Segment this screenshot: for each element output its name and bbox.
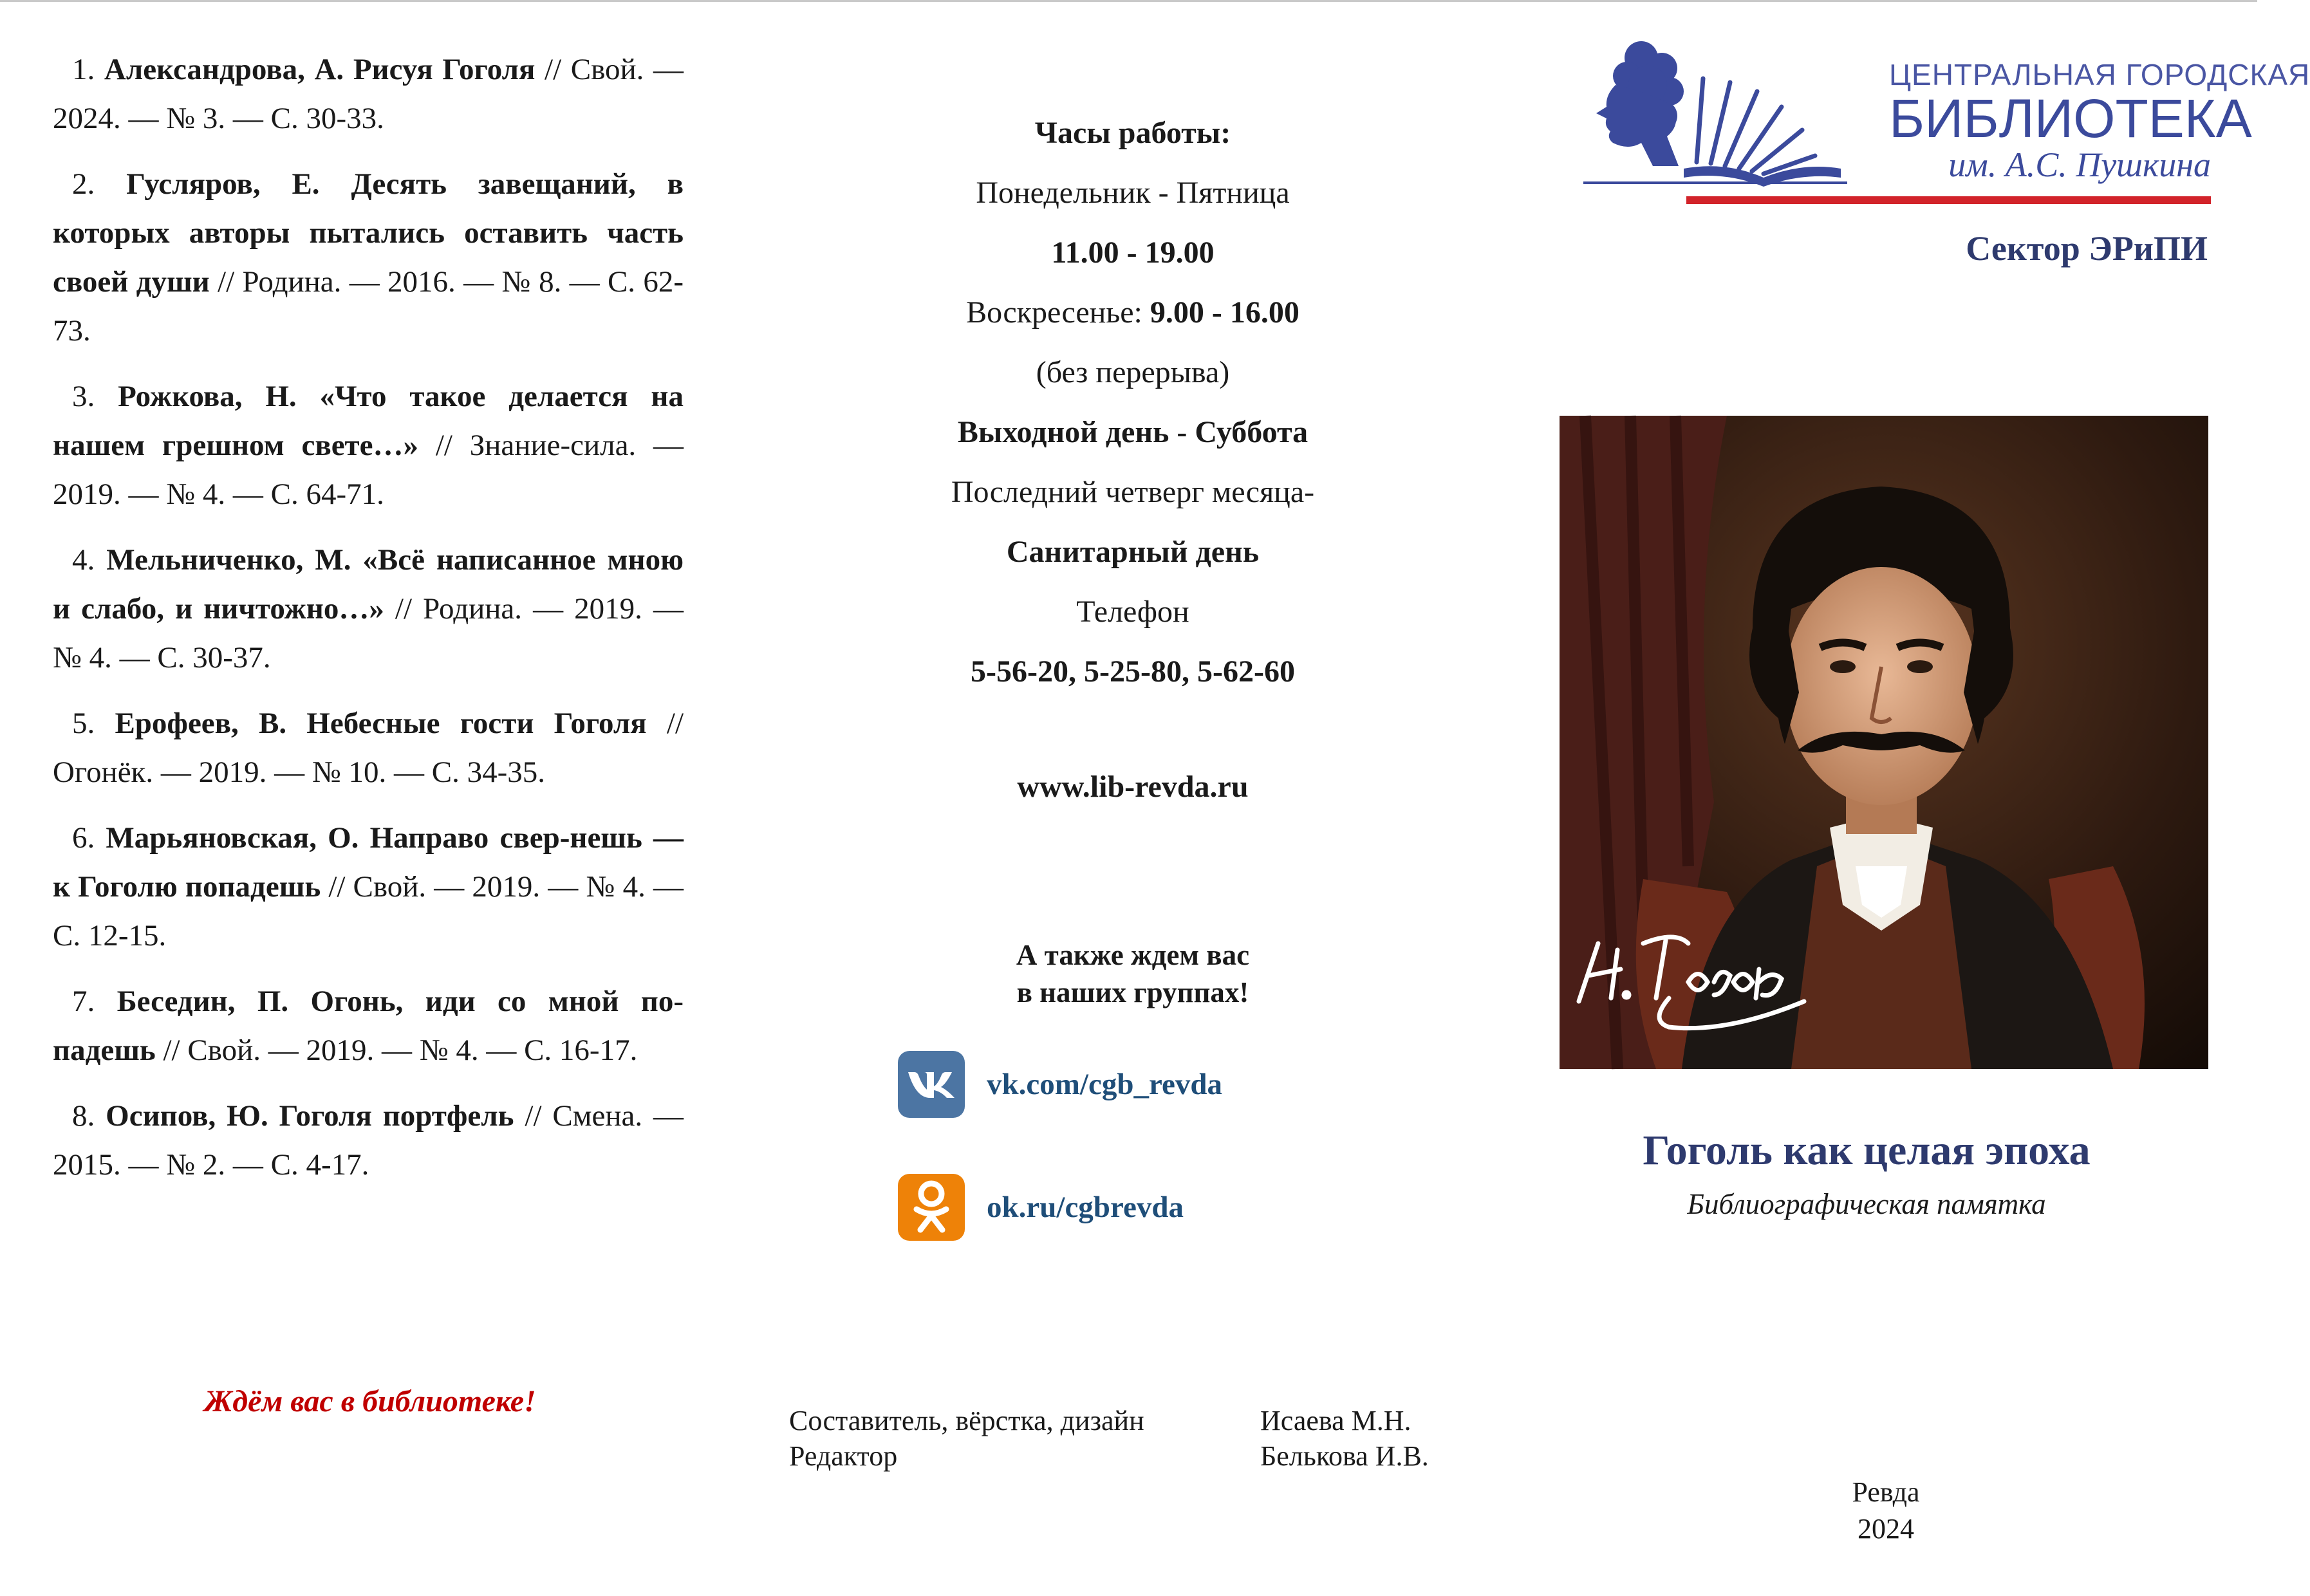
bibliography-entry: 5. Ерофеев, В. Небесные гости Гоголя // Огонёк. — 2019. — № 10. — С. 34-35. — [53, 707, 684, 789]
odnoklassniki-label: ok.ru/cgbrevda — [987, 1191, 1184, 1224]
hours-no-break: (без перерыва) — [1036, 355, 1230, 389]
opening-hours — [856, 103, 1410, 701]
bibliography-entry: 7. Беседин, П. Огонь, иди со мной по-падешь // Свой. — 2019. — № 4. — С. 16-17. — [53, 985, 684, 1067]
credit-role: Редактор — [789, 1440, 898, 1472]
hours-last-thursday: Последний четверг месяца- — [951, 475, 1315, 509]
entry-source: // Свой. — 2019. — № 4. — С. 16-17. — [155, 1034, 638, 1067]
library-name-line3: им. А.С. Пушкина — [1948, 145, 2211, 184]
entry-source: // Смена. — 2015. — № 2. — С. 4-17. — [53, 1099, 684, 1182]
entry-source: // Свой. — 2019. — № 4. — С. 12-15. — [53, 870, 684, 952]
logo-red-bar — [1686, 196, 2211, 204]
website-link[interactable]: www.lib-revda.ru — [1017, 770, 1249, 804]
entry-author: Осипов, Ю. — [106, 1099, 268, 1133]
bibliography-list — [53, 45, 684, 1206]
hours-sanitary-day: Санитарный день — [1006, 535, 1260, 569]
top-border — [0, 0, 2257, 2]
credit-role: Составитель, вёрстка, дизайн — [789, 1405, 1144, 1436]
bibliography-entry: 2. Гусляров, Е. Десять завещаний, в которых авторы пытались оставить часть своей души // Родина. — 2016. — № 8. — С. 62-73. — [53, 167, 684, 348]
library-name — [1889, 58, 2310, 184]
groups-invitation: А также ждем вас в наших группах! — [1016, 939, 1250, 1008]
entry-source: // Родина. — 2016. — № 8. — С. 62-73. — [53, 265, 684, 348]
entry-source: // Свой. — 2024. — № 3. — С. 30-33. — [53, 53, 684, 135]
publication-place — [1796, 1474, 1976, 1547]
entry-source: // Огонёк. — 2019. — № 10. — С. 34-35. — [53, 707, 684, 789]
gogol-portrait — [1560, 416, 2208, 1069]
document-subtitle: Библиографическая памятка — [1687, 1188, 2046, 1220]
credits-names — [1260, 1403, 1429, 1474]
credit-name: Белькова И.В. — [1260, 1440, 1429, 1472]
entry-title: «Что такое делается на нашем грешном свете…» — [53, 380, 684, 462]
entry-author: Гусляров, Е. — [126, 167, 320, 201]
entry-title: Десять завещаний, в которых авторы пытались оставить часть своей души — [53, 167, 684, 299]
entry-title: Небесные гости Гоголя — [306, 707, 647, 740]
hours-heading: Часы работы: — [1034, 116, 1231, 150]
entry-title: Рисуя Гоголя — [353, 53, 536, 86]
vk-icon — [898, 1051, 965, 1118]
library-invitation: Ждём вас в библиотеке! — [204, 1384, 536, 1418]
document-title: Гоголь как целая эпоха — [1643, 1127, 2091, 1174]
entry-source: // Родина. — 2019. — № 4. — С. 30-37. — [53, 592, 684, 674]
entry-source: // Знание-сила. — 2019. — № 4. — С. 64-71. — [53, 429, 684, 511]
entry-author: Ерофеев, В. — [115, 707, 287, 740]
entry-title: Гоголя портфель — [279, 1099, 514, 1133]
odnoklassniki-icon — [898, 1174, 965, 1241]
bibliography-entry: 4. Мельниченко, М. «Всё написанное мною и слабо, и ничтожно…» // Родина. — 2019. — № 4. — С. 30-37. — [53, 543, 684, 674]
phone-numbers: 5-56-20, 5-25-80, 5-62-60 — [971, 654, 1295, 689]
entry-author: Беседин, П. — [116, 985, 289, 1018]
credit-name: Исаева М.Н. — [1260, 1405, 1411, 1436]
vk-link[interactable] — [898, 1050, 1222, 1118]
entry-author: Марьяновская, О. — [106, 821, 359, 855]
phone-label: Телефон — [1076, 595, 1189, 629]
entry-title: Огонь, иди со мной по-падешь — [53, 985, 684, 1067]
library-name-line1: ЦЕНТРАЛЬНАЯ ГОРОДСКАЯ — [1889, 58, 2310, 91]
bibliography-entry: 1. Александрова, А. Рисуя Гоголя // Свой. — 2024. — № 3. — С. 30-33. — [53, 53, 684, 135]
entry-author: Мельниченко, М. — [106, 543, 351, 577]
portrait-image — [1560, 416, 2208, 1069]
hours-day-off: Выходной день - Суббота — [957, 415, 1309, 449]
city: Ревда — [1852, 1476, 1920, 1508]
entry-title: Направо свер-нешь — к Гоголю попадешь — [53, 821, 684, 904]
hours-weekday-time: 11.00 - 19.00 — [1051, 236, 1215, 270]
hours-weekdays: Понедельник - Пятница — [976, 176, 1290, 210]
bibliography-entry: 6. Марьяновская, О. Направо свер-нешь — к Гоголю попадешь // Свой. — 2019. — № 4. — С. 12-15. — [53, 821, 684, 952]
bibliography-entry: 3. Рожкова, Н. «Что такое делается на нашем грешном свете…» // Знание-сила. — 2019. — № 4. — С. 64-71. — [53, 380, 684, 511]
entry-author: Рожкова, Н. — [118, 380, 297, 413]
entry-author: Александрова, А. — [104, 53, 344, 86]
vk-label: vk.com/cgb_revda — [987, 1068, 1222, 1101]
year: 2024 — [1858, 1513, 1914, 1545]
odnoklassniki-link[interactable] — [898, 1173, 1184, 1241]
entry-title: «Всё написанное мною и слабо, и ничтожно…» — [53, 543, 684, 626]
bibliography-entry: 8. Осипов, Ю. Гоголя портфель // Смена. — 2015. — № 2. — С. 4-17. — [53, 1099, 684, 1182]
library-name-line2: БИБЛИОТЕКА — [1889, 88, 2252, 149]
credits-roles — [789, 1403, 1144, 1474]
sector-name: Сектор ЭРиПИ — [1966, 229, 2208, 268]
hours-sunday: Воскресенье: 9.00 - 16.00 — [966, 295, 1299, 329]
